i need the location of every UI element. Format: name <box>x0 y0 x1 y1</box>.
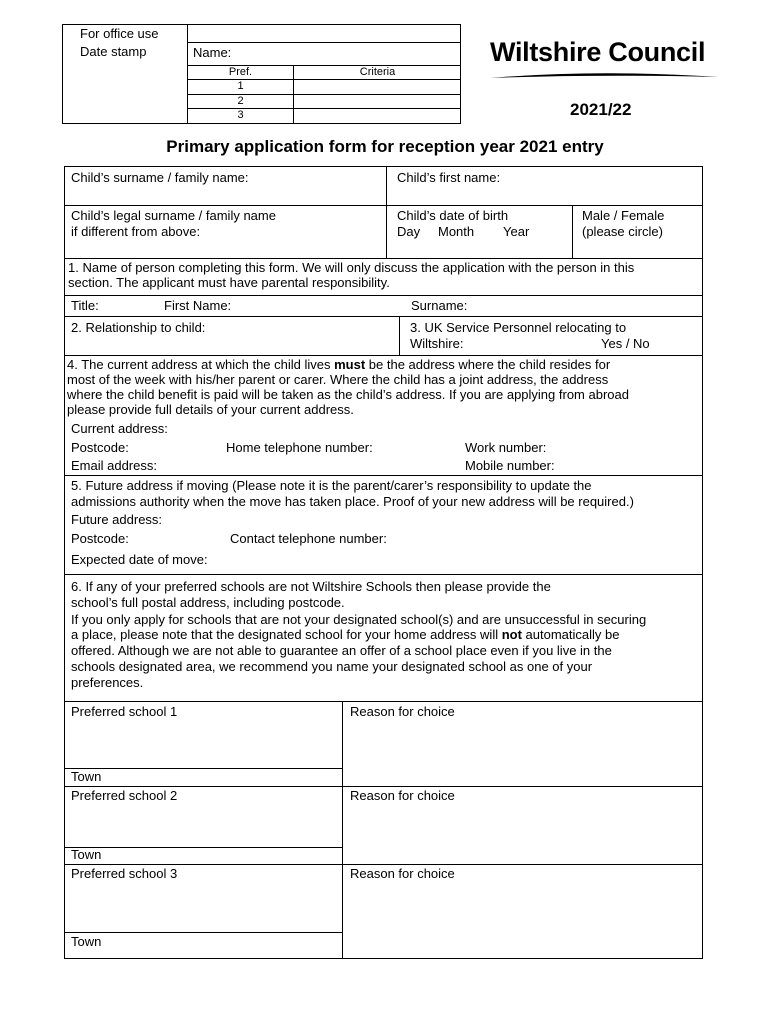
school-divider <box>342 701 343 959</box>
preferred-school-2-field[interactable]: Preferred school 2 <box>71 788 178 803</box>
service-personnel-yes-no[interactable]: Yes / No <box>601 336 650 351</box>
mobile-number-field[interactable]: Mobile number: <box>465 458 555 473</box>
postcode-field[interactable]: Postcode: <box>71 440 129 455</box>
section6-text: offered. Although we are not able to guarantee an offer of a school place even if you live in the <box>71 643 612 658</box>
form-line <box>64 316 703 317</box>
section4-text: most of the week with his/her parent or carer. Where the child has a joint address, the address <box>67 372 609 387</box>
section6-text: a place, please note that the designated school for your home address will not automatically be <box>71 627 620 642</box>
child-first-name-field[interactable]: Child’s first name: <box>397 170 501 185</box>
year-label: 2021/22 <box>570 100 632 119</box>
form-line <box>64 258 703 259</box>
form-line <box>64 205 703 206</box>
form-line <box>64 295 703 296</box>
form-line <box>64 768 342 769</box>
section6-text: If you only apply for schools that are not your designated school(s) and are unsuccessful in securing <box>71 612 647 627</box>
section5-text: admissions authority when the move has taken place. Proof of your new address will be required.) <box>71 494 634 509</box>
work-number-field[interactable]: Work number: <box>465 440 547 455</box>
child-surname-field[interactable]: Child’s surname / family name: <box>71 170 249 185</box>
office-name-label: Name: <box>193 45 232 60</box>
preferred-school-1-field[interactable]: Preferred school 1 <box>71 704 178 719</box>
legal-surname-note: if different from above: <box>71 224 201 239</box>
form-divider <box>572 205 573 258</box>
section6-text: preferences. <box>71 675 144 690</box>
office-use-label: For office use <box>80 26 159 41</box>
form-divider <box>399 316 400 355</box>
section1-text: 1. Name of person completing this form. We will only discuss the application with the person in this <box>68 260 635 275</box>
pref-row-1: 1 <box>237 80 244 92</box>
section4-text: where the child benefit is paid will be taken as the child’s address. If you are applying from abroad <box>67 387 629 402</box>
home-telephone-field[interactable]: Home telephone number: <box>226 440 373 455</box>
form-line <box>64 864 703 865</box>
town-1-field[interactable]: Town <box>71 769 102 784</box>
section4-text: please provide full details of your current address. <box>67 402 354 417</box>
relationship-field[interactable]: 2. Relationship to child: <box>71 320 206 335</box>
date-stamp-label: Date stamp <box>80 44 147 59</box>
service-personnel-label: 3. UK Service Personnel relocating to <box>410 320 627 335</box>
current-address-field[interactable]: Current address: <box>71 421 168 436</box>
reason-3-field[interactable]: Reason for choice <box>350 866 455 881</box>
reason-2-field[interactable]: Reason for choice <box>350 788 455 803</box>
dob-day: Day <box>397 224 421 239</box>
contact-telephone-field[interactable]: Contact telephone number: <box>230 531 387 546</box>
form-divider <box>386 166 387 258</box>
form-line <box>64 574 703 575</box>
reason-1-field[interactable]: Reason for choice <box>350 704 455 719</box>
applicant-title-field[interactable]: Title: <box>71 298 99 313</box>
legal-surname-field[interactable]: Child’s legal surname / family name <box>71 208 276 223</box>
applicant-first-name-field[interactable]: First Name: <box>164 298 232 313</box>
pref-header: Pref. <box>228 66 253 78</box>
sex-note: (please circle) <box>582 224 663 239</box>
town-2-field[interactable]: Town <box>71 847 102 862</box>
dob-year: Year <box>503 224 530 239</box>
form-line <box>64 932 342 933</box>
section4-text: 4. The current address at which the child lives must be the address where the child resides for <box>67 357 611 372</box>
form-line <box>64 355 703 356</box>
preferred-school-3-field[interactable]: Preferred school 3 <box>71 866 178 881</box>
email-address-field[interactable]: Email address: <box>71 458 157 473</box>
council-logo: Wiltshire Council <box>490 37 706 67</box>
section1-text: section. The applicant must have parental responsibility. <box>68 275 390 290</box>
dob-field[interactable]: Child’s date of birth <box>397 208 509 223</box>
section6-text: 6. If any of your preferred schools are not Wiltshire Schools then please provide the <box>71 579 551 594</box>
form-line <box>64 786 703 787</box>
dob-month: Month <box>438 224 475 239</box>
town-3-field[interactable]: Town <box>71 934 102 949</box>
section6-text: school’s full postal address, including postcode. <box>71 595 345 610</box>
criteria-header: Criteria <box>359 66 396 78</box>
page-title: Primary application form for reception year 2021 entry <box>166 137 604 156</box>
office-line <box>187 42 461 43</box>
form-line <box>64 475 703 476</box>
expected-move-date-field[interactable]: Expected date of move: <box>71 552 208 567</box>
service-personnel-label: Wiltshire: <box>410 336 464 351</box>
future-postcode-field[interactable]: Postcode: <box>71 531 129 546</box>
sex-field[interactable]: Male / Female <box>582 208 665 223</box>
pref-row-2: 2 <box>237 95 244 107</box>
section5-text: 5. Future address if moving (Please note it is the parent/carer’s responsibility to update the <box>71 478 592 493</box>
form-line <box>64 847 342 848</box>
form-line <box>64 701 703 702</box>
future-address-field[interactable]: Future address: <box>71 512 163 527</box>
applicant-surname-field[interactable]: Surname: <box>411 298 468 313</box>
logo-swoosh-icon <box>488 70 720 82</box>
section6-text: schools designated area, we recommend you name your designated school as one of your <box>71 659 593 674</box>
pref-row-3: 3 <box>237 109 244 121</box>
